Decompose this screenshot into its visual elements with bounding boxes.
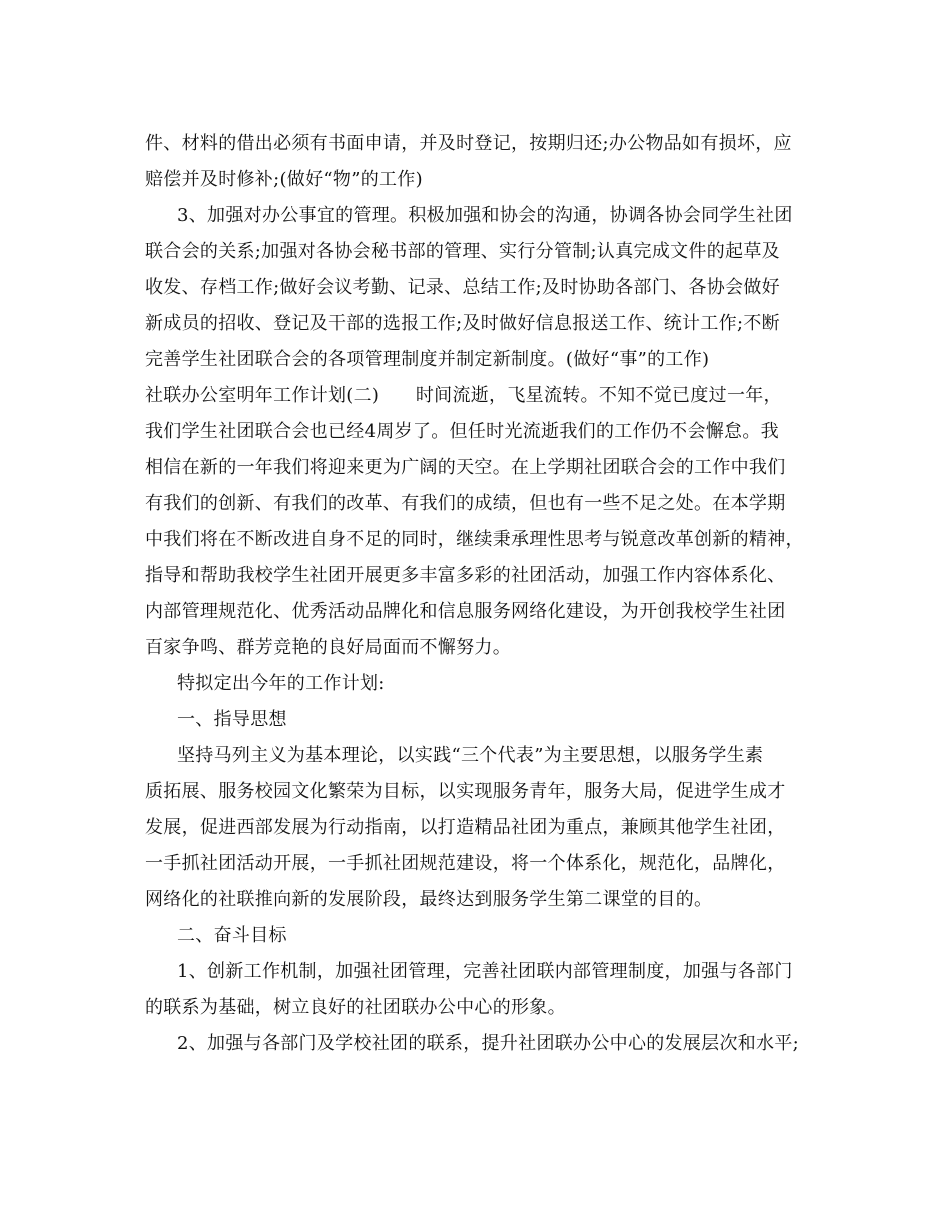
text-line: 的联系为基础，树立良好的社团联办公中心的形象。 bbox=[145, 997, 566, 1018]
text-line: 赔偿并及时修补;(做好“物”的工作) bbox=[145, 169, 423, 190]
text-line: 一手抓社团活动开展，一手抓社团规范建设，将一个体系化，规范化，品牌化， bbox=[145, 853, 786, 874]
text-line: 中我们将在不断改进自身不足的同时，继续秉承理性思考与锐意改革创新的精神， bbox=[145, 529, 804, 550]
text-line: 内部管理规范化、优秀活动品牌化和信息服务网络化建设，为开创我校学生社团 bbox=[145, 601, 786, 622]
text-line: 相信在新的一年我们将迎来更为广阔的天空。在上学期社团联合会的工作中我们 bbox=[145, 457, 786, 478]
text-line: 收发、存档工作;做好会议考勤、记录、总结工作;及时协助各部门、各协会做好 bbox=[145, 277, 780, 298]
text-line: 1、创新工作机制，加强社团管理，完善社团联内部管理制度，加强与各部门 bbox=[177, 961, 793, 982]
section-heading: 一、指导思想 bbox=[177, 709, 287, 730]
text-line: 3、加强对办公事宜的管理。积极加强和协会的沟通，协调各协会同学生社团 bbox=[177, 205, 793, 226]
text-line: 2、加强与各部门及学校社团的联系，提升社团联办公中心的发展层次和水平; bbox=[177, 1033, 800, 1054]
text-line: 坚持马列主义为基本理论，以实践“三个代表”为主要思想，以服务学生素 bbox=[177, 745, 764, 766]
text-line: 指导和帮助我校学生社团开展更多丰富多彩的社团活动，加强工作内容体系化、 bbox=[145, 565, 786, 586]
text-line: 社联办公室明年工作计划(二) 时间流逝，飞星流转。不知不觉已度过一年， bbox=[145, 385, 782, 406]
text-line: 百家争鸣、群芳竞艳的良好局面而不懈努力。 bbox=[145, 637, 511, 658]
section-heading: 二、奋斗目标 bbox=[177, 925, 287, 946]
text-line: 有我们的创新、有我们的改革、有我们的成绩，但也有一些不足之处。在本学期 bbox=[145, 493, 786, 514]
text-line: 联合会的关系;加强对各协会秘书部的管理、实行分管制;认真完成文件的起草及 bbox=[145, 241, 780, 262]
text-line: 完善学生社团联合会的各项管理制度并制定新制度。(做好“事”的工作) bbox=[145, 349, 710, 370]
text-line: 网络化的社联推向新的发展阶段，最终达到服务学生第二课堂的目的。 bbox=[145, 889, 713, 910]
text-line: 特拟定出今年的工作计划: bbox=[177, 673, 385, 694]
text-line: 件、材料的借出必须有书面申请，并及时登记，按期归还;办公物品如有损坏，应 bbox=[145, 133, 792, 154]
text-line: 质拓展、服务校园文化繁荣为目标，以实现服务青年，服务大局，促进学生成才 bbox=[145, 781, 786, 802]
text-line: 新成员的招收、登记及干部的选报工作;及时做好信息报送工作、统计工作;不断 bbox=[145, 313, 780, 334]
text-line: 我们学生社团联合会也已经4周岁了。但任时光流逝我们的工作仍不会懈怠。我 bbox=[145, 421, 779, 442]
text-line: 发展，促进西部发展为行动指南，以打造精品社团为重点，兼顾其他学生社团， bbox=[145, 817, 786, 838]
